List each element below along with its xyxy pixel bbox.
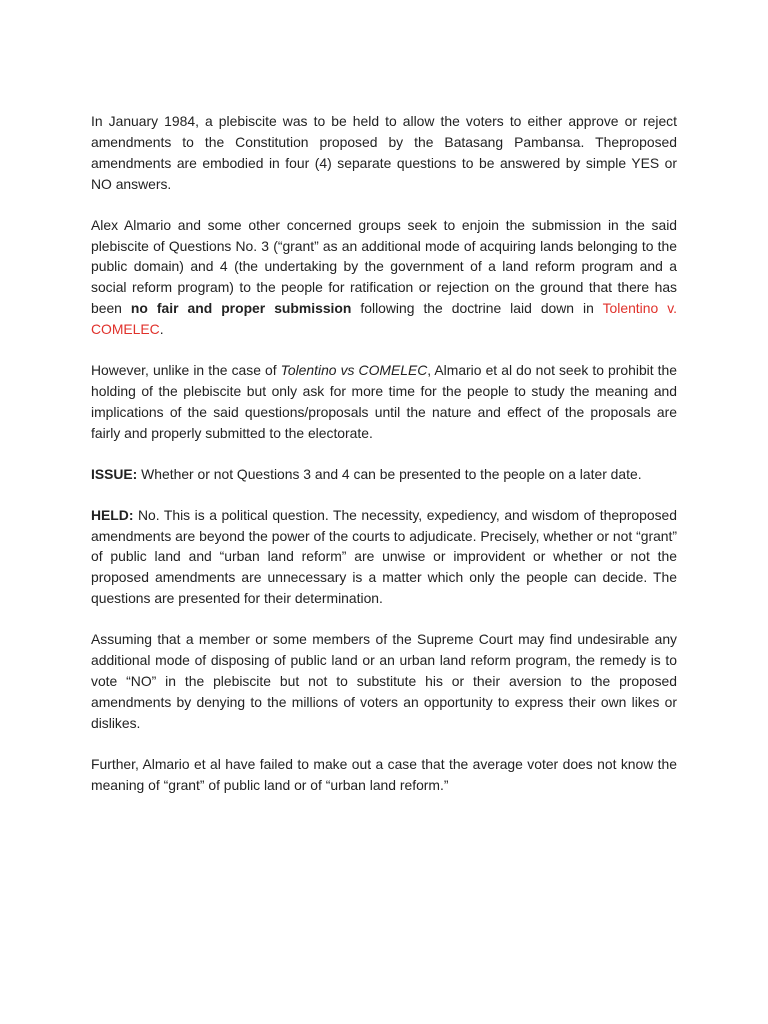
tolentino-case-link[interactable]: Tolentino v. COMELEC <box>91 300 677 338</box>
issue-text: Whether or not Questions 3 and 4 can be presented to the people on a later date. <box>137 465 642 482</box>
petition-text-before: Alex Almario and some other concerned groups seek to enjoin the submission in the said plebiscite of Questions No. 3 (“grant” as an additional mode of acquiring lands belonging to the public domain) and 4 (the undertaking by the government of a land reform program and a social reform program) to the people for ratification or rejection on the ground that there has been <box>91 216 677 317</box>
remedy-text: Assuming that a member or some members of the Supreme Court may find undesirable any additional mode of disposing of public land or an urban land reform program, the remedy is to vote “NO” in the plebiscite but not to substitute his or their aversion to the proposed amendments by denying to the millions of voters an opportunity to express their own likes or dislikes. <box>91 631 677 731</box>
issue-label: ISSUE: <box>91 465 138 482</box>
paragraph-issue <box>91 464 677 485</box>
paragraph-conclusion <box>91 754 677 796</box>
held-label: HELD: <box>91 506 134 523</box>
document-body <box>91 111 677 815</box>
paragraph-distinction <box>91 360 677 444</box>
facts-text: In January 1984, a plebiscite was to be held to allow the voters to either approve or reject amendments to the Constitution proposed by the Batasang Pambansa. Theproposed amendments are embodied in four (4) separate questions to be answered by simple YES or NO answers. <box>91 113 677 192</box>
distinction-case-name: Tolentino vs COMELEC <box>280 362 428 379</box>
conclusion-text: Further, Almario et al have failed to make out a case that the average voter does not know the meaning of “grant” of public land or of “urban land reform.” <box>91 755 677 793</box>
petition-text-middle: following the doctrine laid down in <box>351 300 603 317</box>
paragraph-held <box>91 505 677 610</box>
distinction-text-after: , Almario et al do not seek to prohibit the holding of the plebiscite but only ask for more time for the people to study the meaning and implications of the said questions/proposals until the nature and effect of the proposals are fairly and properly submitted to the electorate. <box>91 362 677 441</box>
paragraph-petition <box>91 215 677 340</box>
paragraph-facts <box>91 111 677 195</box>
petition-bold-phrase: no fair and proper submission <box>130 300 352 317</box>
held-text: No. This is a political question. The necessity, expediency, and wisdom of theproposed amendments are beyond the power of the courts to adjudicate. Precisely, whether or not “grant” of public land and “urban land reform” are unwise or improvident or whether or not the proposed amendments are unnecessary is a matter which only the people can decide. The questions are presented for their determination. <box>91 506 677 607</box>
distinction-text-before: However, unlike in the case of <box>91 362 281 379</box>
paragraph-remedy <box>91 629 677 734</box>
petition-text-after: . <box>159 321 164 338</box>
